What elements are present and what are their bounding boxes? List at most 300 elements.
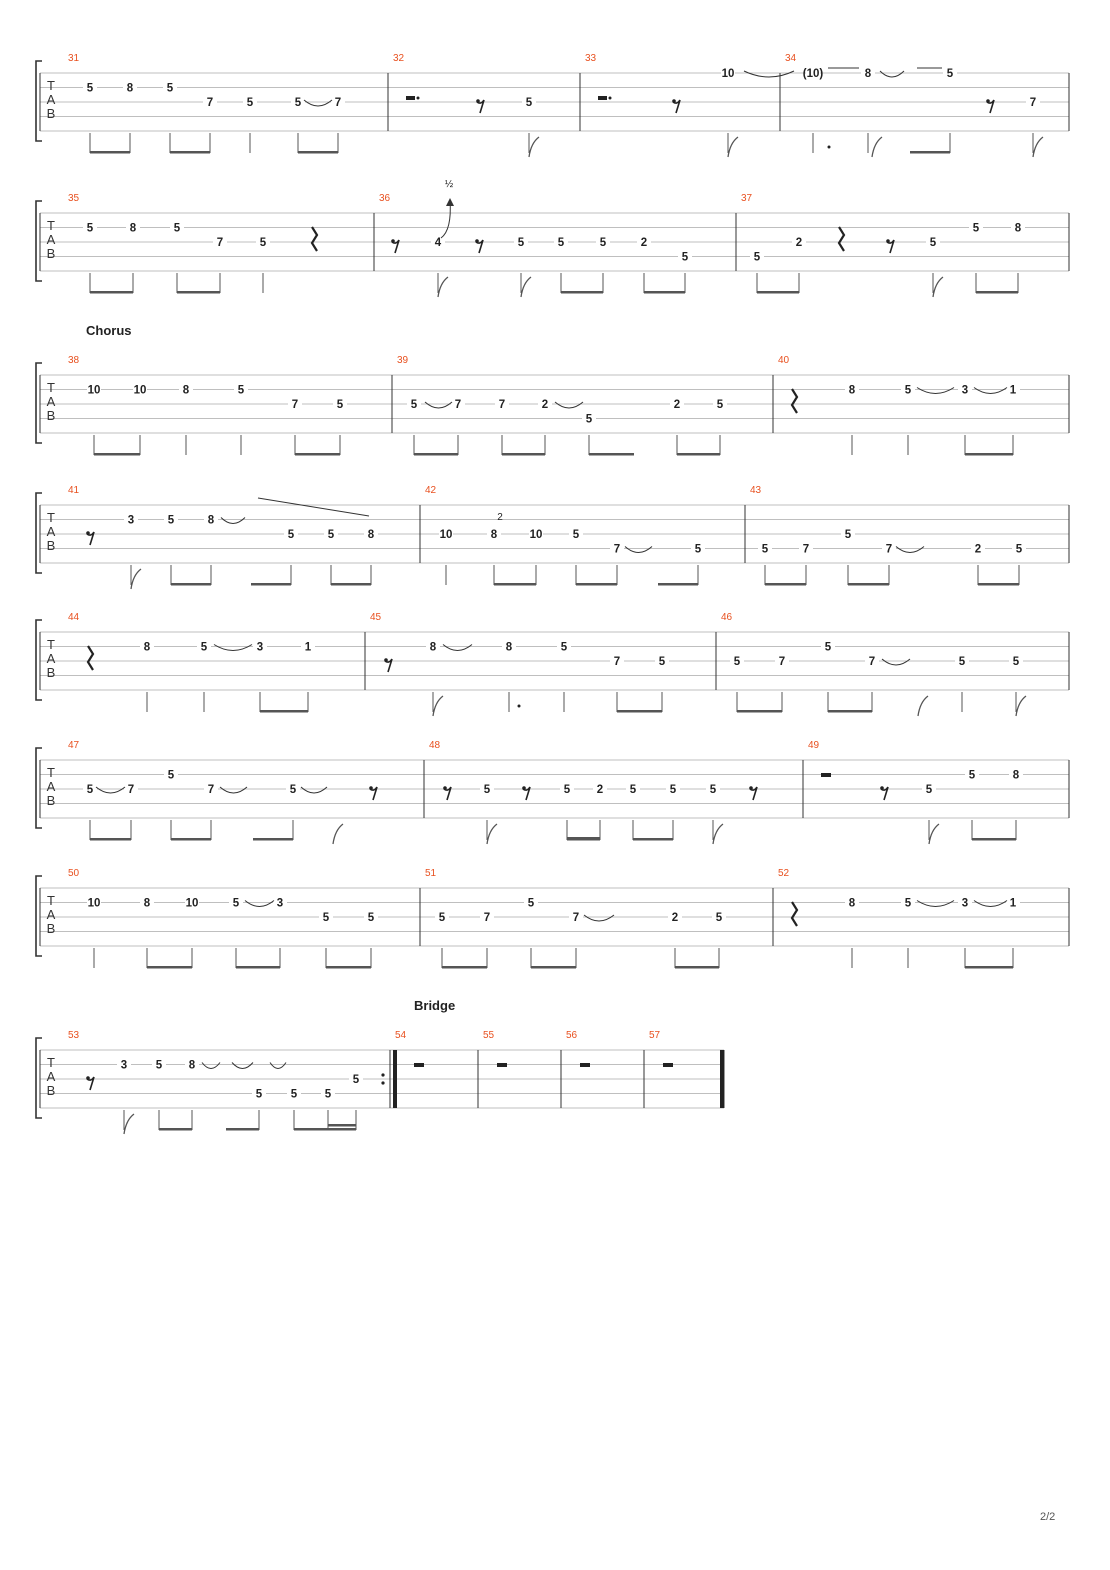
fret-number: 5 [166, 82, 174, 95]
fret-number: 5 [681, 251, 689, 264]
fret-number: 2 [541, 399, 549, 411]
tie-arc [584, 915, 614, 921]
beam [561, 291, 603, 294]
fret-number: 4 [434, 237, 442, 249]
fret-number: 8 [126, 82, 134, 95]
eighth-flag [521, 277, 531, 297]
fret-number: 5 [761, 543, 769, 556]
beam [757, 291, 799, 294]
whole-rest [497, 1063, 507, 1067]
fret-number: 5 [287, 529, 295, 541]
measure-number: 31 [68, 53, 80, 64]
tab-clef-letter: B [46, 793, 56, 808]
beam [965, 966, 1013, 969]
fret-number: 7 [868, 656, 876, 668]
whole-rest [580, 1063, 590, 1067]
fret-number: 10 [87, 384, 101, 397]
fret-number: 5 [560, 641, 568, 654]
beam [677, 453, 720, 456]
fret-number: 7 [207, 784, 215, 796]
measure-number: 38 [68, 355, 80, 366]
fret-number: 5 [563, 784, 571, 796]
beam [159, 1128, 192, 1131]
fret-number: 2 [795, 237, 803, 249]
tab-system [36, 612, 1069, 716]
tab-clef-letter: T [47, 510, 55, 525]
beam [253, 838, 293, 841]
fret-number: 8 [848, 384, 856, 397]
fret-number: 8 [864, 68, 872, 80]
eighth-rest-dot [522, 786, 526, 790]
fret-number: 8 [490, 529, 498, 541]
fret-number: 8 [848, 897, 856, 910]
tab-clef-letter: B [46, 408, 56, 423]
tab-system [36, 485, 1069, 589]
fret-number: 7 [778, 656, 786, 668]
eighth-rest-dot [384, 658, 388, 662]
fret-number: 7 [483, 912, 491, 924]
fret-number: 5 [167, 769, 175, 782]
beam [848, 583, 889, 586]
grace-subscript: 2 [497, 512, 503, 523]
fret-number: 5 [958, 656, 966, 668]
measure-number: 42 [425, 485, 437, 496]
fret-number: 5 [438, 912, 446, 924]
eighth-flag [529, 137, 539, 157]
tab-clef-letter: B [46, 1083, 56, 1098]
fret-number: 7 [613, 656, 621, 668]
beam [177, 291, 220, 294]
measure-number: 34 [785, 53, 797, 64]
fret-number: 2 [596, 784, 604, 796]
beam-sixteenth [328, 1124, 356, 1127]
beam [765, 583, 806, 586]
fret-number: 5 [232, 897, 240, 910]
beam [737, 710, 782, 713]
page-number: 2/2 [1040, 1511, 1056, 1523]
fret-number: 8 [1014, 222, 1022, 235]
fret-number: 1 [304, 641, 312, 654]
tie-arc [882, 659, 910, 665]
tie-arc [744, 71, 794, 77]
tab-clef-letter: A [46, 651, 56, 666]
measure-number: 56 [566, 1030, 578, 1041]
tie-arc [245, 901, 274, 907]
fret-number: 5 [715, 912, 723, 924]
tie-arc [202, 1063, 220, 1069]
quarter-rest [88, 646, 93, 670]
fret-number: 5 [167, 514, 175, 527]
fret-number: 5 [629, 784, 637, 796]
fret-number: 5 [173, 222, 181, 235]
eighth-rest-dot [986, 99, 990, 103]
eighth-flag [131, 569, 141, 589]
tie-arc [270, 1063, 286, 1069]
eighth-rest-dot [880, 786, 884, 790]
tie-arc [974, 388, 1007, 394]
tie-arc [443, 645, 472, 651]
tab-system [36, 740, 1069, 844]
fret-number: 10 [721, 68, 735, 80]
measure-number: 47 [68, 740, 80, 751]
fret-number: 10 [133, 384, 147, 397]
fret-number: 10 [529, 529, 543, 541]
final-thick-bar [720, 1050, 724, 1108]
tab-system [36, 355, 1069, 456]
fret-number: 5 [557, 237, 565, 249]
fret-number: 7 [334, 97, 342, 109]
beam [617, 710, 662, 713]
fret-number: 5 [904, 384, 912, 397]
tab-clef-letter: A [46, 232, 56, 247]
beam [170, 151, 210, 154]
eighth-rest-dot [476, 99, 480, 103]
fret-number: 7 [216, 237, 224, 249]
repeat-dot [381, 1073, 384, 1076]
fret-number: (10) [802, 68, 824, 80]
beam [226, 1128, 259, 1131]
tie-arc [917, 388, 954, 394]
fret-number: 5 [824, 641, 832, 654]
fret-number: 5 [324, 1088, 332, 1101]
beam [978, 583, 1019, 586]
fret-number: 8 [188, 1059, 196, 1072]
fret-number: 5 [572, 529, 580, 541]
fret-number: 3 [120, 1059, 128, 1072]
fret-number: 5 [716, 399, 724, 411]
eighth-flag [1016, 696, 1026, 716]
measure-number: 51 [425, 868, 437, 879]
measure-number: 52 [778, 868, 790, 879]
eighth-flag [872, 137, 882, 157]
whole-rest [821, 773, 831, 777]
measure-number: 40 [778, 355, 790, 366]
fret-number: 5 [246, 97, 254, 109]
fret-number: 5 [658, 656, 666, 668]
fret-number: 5 [322, 912, 330, 924]
tie-arc [214, 645, 252, 651]
fret-number: 8 [129, 222, 137, 235]
augmentation-dot [828, 146, 831, 149]
beam [502, 453, 545, 456]
fret-number: 5 [844, 529, 852, 541]
beam [147, 966, 192, 969]
beam [326, 966, 371, 969]
beam [828, 710, 872, 713]
eighth-flag [728, 137, 738, 157]
measure-number: 53 [68, 1030, 80, 1041]
eighth-flag [124, 1114, 134, 1134]
fret-number: 5 [585, 413, 593, 426]
tab-clef-letter: T [47, 1055, 55, 1070]
fret-number: 10 [439, 529, 453, 541]
tie-arc [880, 71, 904, 77]
eighth-flag [433, 696, 443, 716]
tie-arc [896, 547, 924, 553]
fret-number: 8 [182, 384, 190, 397]
eighth-rest-dot [475, 239, 479, 243]
fret-number: 3 [256, 641, 264, 654]
fret-number: 5 [669, 784, 677, 796]
tab-system [36, 193, 1069, 297]
eighth-flag [333, 824, 343, 844]
fret-number: 5 [290, 1088, 298, 1101]
eighth-rest-dot [886, 239, 890, 243]
tab-clef-letter: A [46, 524, 56, 539]
fret-number: 2 [640, 237, 648, 249]
eighth-rest-dot [749, 786, 753, 790]
tie-arc [221, 518, 245, 524]
measure-number: 44 [68, 612, 80, 623]
tab-clef-letter: A [46, 92, 56, 107]
measure-number: 55 [483, 1030, 495, 1041]
fret-number: 5 [694, 543, 702, 556]
fret-number: 7 [454, 399, 462, 411]
fret-number: 8 [143, 897, 151, 910]
repeat-dot [381, 1081, 384, 1084]
fret-number: 5 [525, 97, 533, 109]
tie-arc [220, 787, 247, 793]
tie-arc [555, 402, 583, 408]
beam [331, 583, 371, 586]
fret-number: 8 [505, 641, 513, 654]
beam [576, 583, 617, 586]
tab-clef-letter: B [46, 921, 56, 936]
fret-number: 5 [294, 97, 302, 109]
eighth-rest-dot [86, 1076, 90, 1080]
tie-arc [625, 547, 652, 553]
quarter-rest [792, 902, 797, 926]
fret-number: 5 [709, 784, 717, 796]
fret-number: 7 [802, 543, 810, 556]
measure-number: 35 [68, 193, 80, 204]
fret-number: 5 [367, 912, 375, 924]
half-rest [406, 96, 415, 100]
beam [442, 966, 487, 969]
fret-number: 5 [86, 784, 94, 796]
fret-number: 5 [1012, 656, 1020, 668]
fret-number: 5 [237, 384, 245, 397]
tab-clef-letter: T [47, 78, 55, 93]
fret-number: 7 [613, 543, 621, 556]
fret-number: 5 [925, 784, 933, 796]
fret-number: 1 [1009, 384, 1017, 397]
eighth-rest-dot [443, 786, 447, 790]
beam [644, 291, 685, 294]
beam [94, 453, 140, 456]
fret-number: 5 [733, 656, 741, 668]
rest-dot [417, 97, 420, 100]
beam [236, 966, 280, 969]
quarter-rest [792, 389, 797, 413]
fret-number: 3 [961, 384, 969, 397]
rest-dot [609, 97, 612, 100]
beam [976, 291, 1018, 294]
fret-number: 7 [1029, 97, 1037, 109]
fret-number: 5 [86, 82, 94, 95]
beam [260, 710, 308, 713]
beam [90, 838, 131, 841]
beam [298, 151, 338, 154]
beam [171, 583, 211, 586]
fret-number: 5 [517, 237, 525, 249]
tab-clef-letter: T [47, 380, 55, 395]
beam [494, 583, 536, 586]
measure-number: 57 [649, 1030, 661, 1041]
fret-number: 5 [289, 784, 297, 796]
beam [589, 453, 634, 456]
tie-arc [301, 787, 327, 793]
beam [251, 583, 291, 586]
beam [633, 838, 673, 841]
measure-number: 45 [370, 612, 382, 623]
fret-number: 8 [143, 641, 151, 654]
fret-number: 5 [255, 1088, 263, 1101]
tie-arc [974, 901, 1007, 907]
measure-number: 39 [397, 355, 409, 366]
fret-number: 10 [185, 897, 199, 910]
measure-number: 33 [585, 53, 597, 64]
eighth-rest-dot [369, 786, 373, 790]
measure-number: 54 [395, 1030, 407, 1041]
fret-number: 5 [327, 529, 335, 541]
fret-number: 7 [206, 97, 214, 109]
half-rest [598, 96, 607, 100]
beam [90, 291, 133, 294]
beam [295, 453, 340, 456]
eighth-flag [918, 696, 928, 716]
tab-system [36, 868, 1069, 969]
quarter-rest [312, 227, 317, 251]
tab-clef-letter: T [47, 637, 55, 652]
fret-number: 7 [885, 543, 893, 556]
eighth-rest-dot [86, 531, 90, 535]
fret-number: 5 [929, 237, 937, 249]
tie-arc [232, 1063, 253, 1069]
fret-number: 5 [259, 237, 267, 249]
fret-number: 5 [599, 237, 607, 249]
quarter-rest [839, 227, 844, 251]
fret-number: 7 [291, 399, 299, 411]
fret-number: 5 [968, 769, 976, 782]
tab-clef-letter: A [46, 779, 56, 794]
measure-number: 32 [393, 53, 405, 64]
beam [531, 966, 576, 969]
fret-number: 3 [276, 897, 284, 910]
tab-clef-letter: B [46, 246, 56, 261]
fret-number: 5 [86, 222, 94, 235]
fret-number: 5 [155, 1059, 163, 1072]
fret-number: 2 [673, 399, 681, 411]
fret-number: 7 [127, 784, 135, 796]
tab-clef-letter: A [46, 907, 56, 922]
section-label-bridge: Bridge [414, 998, 456, 1013]
fret-number: 5 [410, 399, 418, 411]
beam-sixteenth [567, 837, 600, 840]
beam [294, 1128, 328, 1131]
fret-number: 5 [483, 784, 491, 796]
tab-clef-letter: B [46, 538, 56, 553]
tab-clef-letter: A [46, 1069, 56, 1084]
fret-number: 5 [527, 897, 535, 910]
beam [972, 838, 1016, 841]
tie-arc [304, 100, 332, 106]
fret-number: 5 [1015, 543, 1023, 556]
measure-number: 43 [750, 485, 762, 496]
fret-number: 5 [352, 1074, 360, 1086]
tab-clef-letter: B [46, 106, 56, 121]
measure-number: 41 [68, 485, 80, 496]
tab-system [36, 53, 1069, 157]
section-label-chorus: Chorus [86, 323, 132, 338]
fret-number: 3 [961, 897, 969, 910]
bend-amount: ½ [444, 179, 454, 190]
eighth-rest-dot [391, 239, 395, 243]
beam [328, 1128, 356, 1131]
fret-number: 7 [498, 399, 506, 411]
tab-system [36, 1030, 724, 1134]
eighth-flag [929, 824, 939, 844]
fret-number: 8 [429, 641, 437, 654]
eighth-flag [713, 824, 723, 844]
tab-clef-letter: T [47, 893, 55, 908]
tie-arc [96, 787, 125, 793]
measure-number: 48 [429, 740, 441, 751]
slide-line [258, 498, 369, 516]
eighth-rest-dot [672, 99, 676, 103]
tab-clef-letter: B [46, 665, 56, 680]
fret-number: 2 [974, 543, 982, 556]
measure-number: 50 [68, 868, 80, 879]
tab-clef-letter: A [46, 394, 56, 409]
fret-number: 10 [87, 897, 101, 910]
measure-number: 49 [808, 740, 820, 751]
eighth-flag [1033, 137, 1043, 157]
tab-clef-letter: T [47, 765, 55, 780]
whole-rest [414, 1063, 424, 1067]
eighth-flag [933, 277, 943, 297]
fret-number: 5 [904, 897, 912, 910]
fret-number: 5 [972, 222, 980, 235]
beam [910, 151, 950, 154]
eighth-flag [438, 277, 448, 297]
repeat-thick-bar [393, 1050, 397, 1108]
fret-number: 5 [946, 68, 954, 80]
fret-number: 7 [572, 912, 580, 924]
augmentation-dot [518, 705, 521, 708]
beam [90, 151, 130, 154]
beam [965, 453, 1013, 456]
fret-number: 8 [207, 514, 215, 527]
eighth-flag [487, 824, 497, 844]
fret-number: 8 [1012, 769, 1020, 782]
fret-number: 5 [336, 399, 344, 411]
fret-number: 3 [127, 514, 135, 527]
fret-number: 1 [1009, 897, 1017, 910]
fret-number: 8 [367, 529, 375, 541]
whole-rest [663, 1063, 673, 1067]
tab-clef-letter: T [47, 218, 55, 233]
tie-arc [425, 402, 452, 408]
bend-arrowhead [446, 198, 454, 206]
beam [675, 966, 719, 969]
beam [658, 583, 698, 586]
tie-arc [917, 901, 954, 907]
fret-number: 5 [200, 641, 208, 654]
measure-number: 37 [741, 193, 753, 204]
beam [414, 453, 458, 456]
fret-number: 2 [671, 912, 679, 924]
